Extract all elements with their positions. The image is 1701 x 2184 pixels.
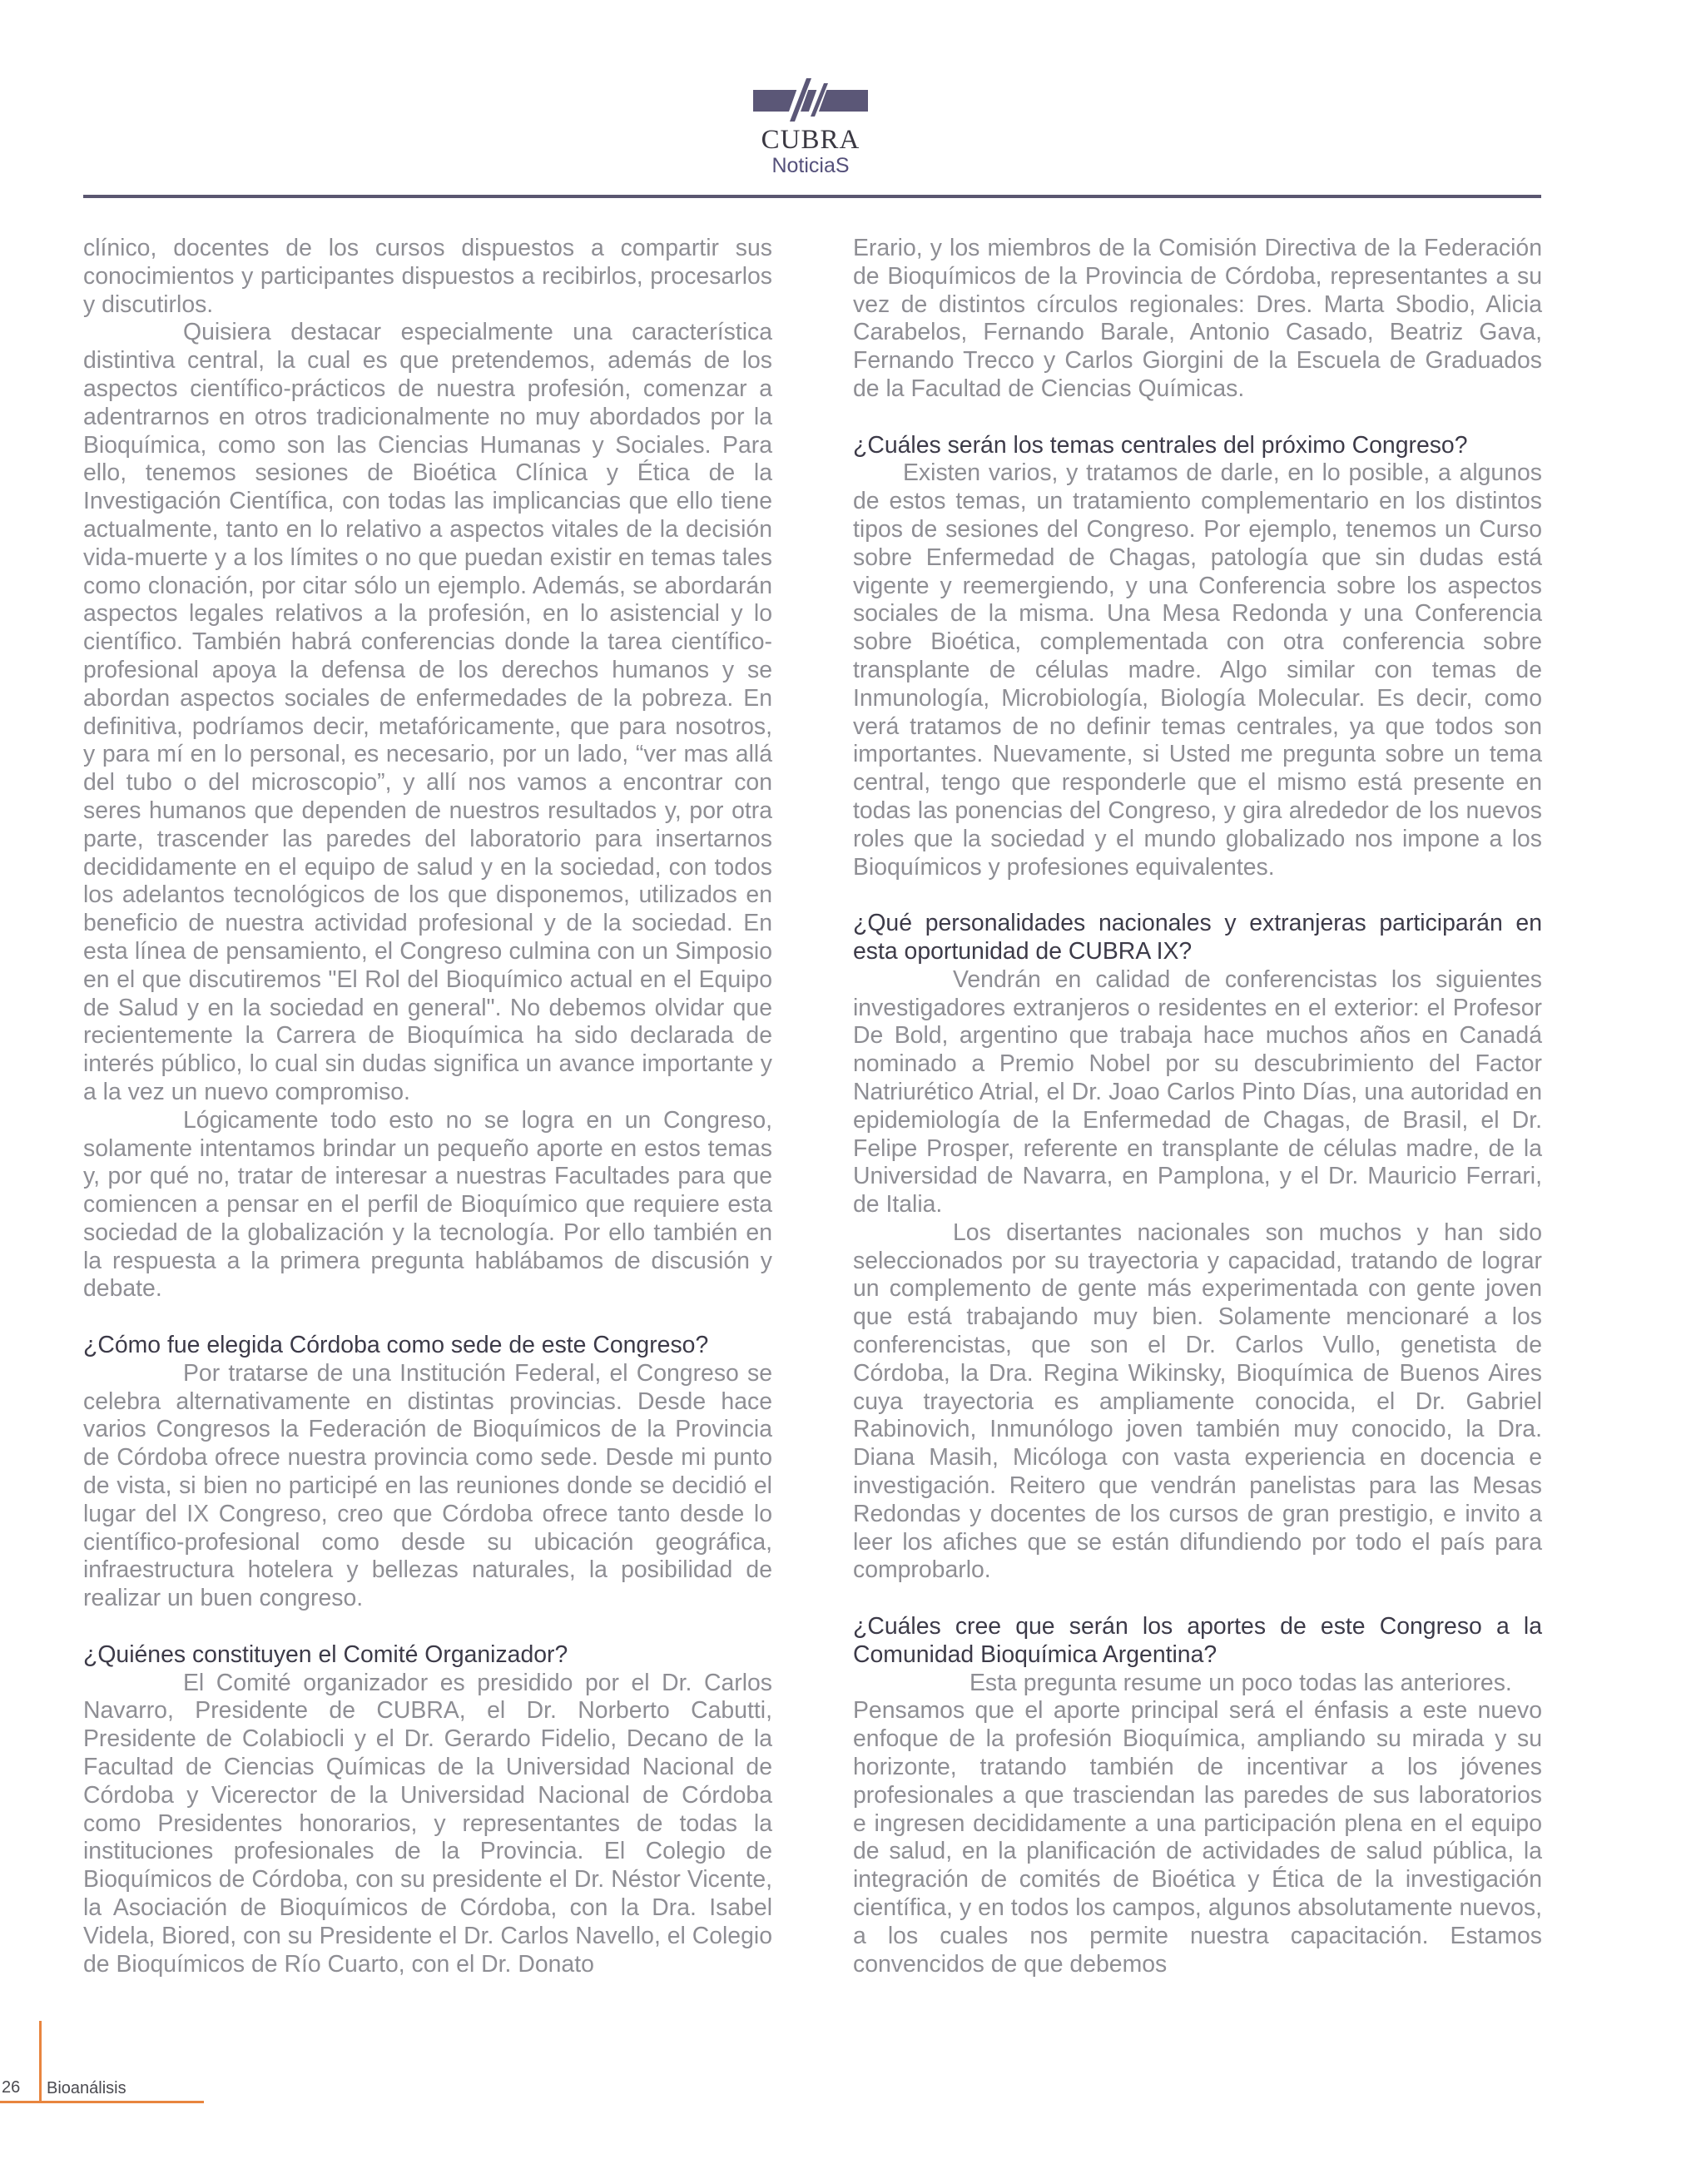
footer-accent-line [0,2101,204,2103]
question-heading: ¿Quiénes constituyen el Comité Organizador? [83,1640,568,1668]
answer-paragraph: Vendrán en calidad de conferencistas los siguientes investigadores extranjeros o residentes en el exterior: el Profesor De Bold, argentino que trabaja hace muchos años en Canadá nominado a Premio Nobel por su descubrimiento del Factor Natriurético Atrial, el Dr. Joao Carlos Pinto Días, una autoridad en epidemiología de la Enfermedad de Chagas, de Brasil, el Dr. Felipe Prosper, referente en transplante de células madre, de la Universidad de Navarra, en Pamplona, y el Dr. Mauricio Ferrari, de Italia. [853,965,1542,1219]
question-heading: ¿Cómo fue elegida Córdoba como sede de este Congreso? [83,1332,709,1359]
question-heading: ¿Cuáles serán los temas centrales del próximo Congreso? [853,431,1468,459]
footer-accent-line [39,2021,42,2102]
answer-paragraph: El Comité organizador es presidido por el Dr. Carlos Navarro, Presidente de CUBRA, el Dr. Norberto Cabutti, Presidente de Colabiocli y el Dr. Gerardo Fidelio, Decano de la Facultad de Ciencias Químicas de la Universidad Nacional de Córdoba y Vicerector de la Universidad Nacional de Córdoba como Presidentes honorarios, y representantes de todas la instituciones profesionales de la Provincia. El Colegio de Bioquímicos de Córdoba, con su presidente el Dr. Néstor Vicente, la Asociación de Bioquímicos de Córdoba, con la Dra. Isabel Videla, Biored, con su Presidente el Dr. Carlos Navello, el Colegio de Bioquímicos de Río Cuarto, con el Dr. Donato [83,1669,772,1978]
answer-paragraph: Existen varios, y tratamos de darle, en lo posible, a algunos de estos temas, un tratamiento complementario en los distintos tipos de sesiones del Congreso. Por ejemplo, tenemos un Curso sobre Enfermedad de Chagas, patología que sin dudas está vigente y reemergiendo, y una Conferencia sobre los aspectos sociales de la misma. Una Mesa Redonda y una Conferencia sobre Bioética, complementada con otra conferencia sobre transplante de células madre. Algo similar con temas de Inmunología, Microbiología, Biología Molecular. Es decir, como verá tratamos de no definir temas centrales, ya que todos son importantes. Nuevamente, si Usted me pregunta sobre un tema central, tengo que responderle que el mismo está presente en todas las ponencias del Congreso, y gira alrededor de los nuevos roles que la sociedad y el mundo globalizado nos impone a los Bioquímicos y profesiones equivalentes. [853,459,1542,881]
logo-subtitle: NoticiaS [771,154,850,177]
logo-title: CUBRA [761,125,860,155]
paragraph: Lógicamente todo esto no se logra en un Congreso, solamente intentamos brindar un pequeño aporte en estos temas y, por qué no, tratar de interesar a nuestras Facultades para que comiencen a pensar en el perfil de Bioquímico que requiere esta sociedad de la globalización y la tecnología. Por ello también en la respuesta a la primera pregunta hablábamos de discusión y debate. [83,1106,772,1303]
question-heading: ¿Cuáles cree que serán los aportes de este Congreso a la Comunidad Bioquímica Argentina? [853,1613,1542,1668]
cubra-logo-icon [753,75,868,125]
answer-paragraph: Esta pregunta resume un poco todas las anteriores. [970,1669,1512,1696]
page-number: 26 [2,2078,21,2097]
right-column [853,235,1542,1978]
answer-paragraph: Los disertantes nacionales son muchos y han sido seleccionados por su trayectoria y capacidad, tratando de lograr un complemento de gente más experimentada con gente joven que está trabajando muy bien. Solamente mencionaré a los conferencistas, que son el Dr. Carlos Vullo, genetista de Córdoba, la Dra. Regina Wikinsky, Bioquímica de Buenos Aires cuya trayectoria es ampliamente conocida, el Dr. Gabriel Rabinovich, Inmunólogo joven también muy conocido, la Dra. Diana Masih, Micóloga con vasta experiencia en docencia e investigación. Reitero que vendrán panelistas para las Mesas Redondas y docentes de los cursos de gran prestigio, e invito a leer los afiches que se están difundiendo por todo el país para comprobarlo. [853,1219,1542,1584]
left-column [83,235,772,1978]
question-heading: ¿Qué personalidades nacionales y extranjeras participarán en esta oportunidad de CUBRA IX? [853,910,1542,965]
header-divider [83,195,1541,198]
answer-paragraph: Por tratarse de una Institución Federal, el Congreso se celebra alternativamente en distintas provincias. Desde hace varios Congresos la Federación de Bioquímicos de la Provincia de Córdoba ofrece nuestra provincia como sede. Desde mi punto de vista, si bien no participé en las reuniones donde se decidió el lugar del IX Congreso, creo que Córdoba ofrece tanto desde lo científico-profesional como desde su ubicación geográfica, infraestructura hotelera y bellezas naturales, la posibilidad de realizar un buen congreso. [83,1359,772,1612]
answer-paragraph: Pensamos que el aporte principal será el énfasis a este nuevo enfoque de la profesión Bioquímica, ampliando su mirada y su horizonte, tratando también de incentivar a los jóvenes profesionales a que trasciendan las paredes de sus laboratorios e ingresen decididamente a una participación plena en el equipo de salud, en la planificación de actividades de salud pública, la integración de comités de Bioética y Ética de la investigación científica, y en todos los campos, algunos absolutamente nuevos, a los cuales nos permite nuestra capacitación. Estamos convencidos de que debemos [853,1697,1542,1978]
publication-name: Bioanálisis [47,2079,126,2097]
paragraph: Quisiera destacar especialmente una característica distintiva central, la cual es que pretendemos, además de los aspectos científico-prácticos de nuestra profesión, comenzar a adentrarnos en otros tradicionalmente no muy abordados por la Bioquímica, como son las Ciencias Humanas y Sociales. Para ello, tenemos sesiones de Bioética Clínica y Ética de la Investigación Científica, con todas las implicancias que ello tiene actualmente, tanto en lo relativo a aspectos vitales de la decisión vida-muerte y a los límites o no que puedan existir en temas tales como clonación, por citar sólo un ejemplo. Además, se abordarán aspectos legales relativos a la profesión, en lo asistencial y lo científico. También habrá conferencias donde la tarea científico-profesional apoya la defensa de los derechos humanos y se abordan aspectos sociales de enfermedades de la pobreza. En definitiva, podríamos decir, metafóricamente, que para nosotros, y para mí en lo personal, es necesario, por un lado, “ver mas allá del tubo o del microscopio”, y allí nos vamos a encontrar con seres humanos que dependen de nuestros resultados y, por otra parte, trascender las paredes del laboratorio para insertarnos decididamente en el equipo de salud y en la sociedad, con todos los adelantos tecnológicos de los que disponemos, utilizados en beneficio de nuestra actividad profesional y de la sociedad. En esta línea de pensamiento, el Congreso culmina con un Simposio en el que discutiremos "El Rol del Bioquímico actual en el Equipo de Salud y en la sociedad en general". No debemos olvidar que recientemente la Carrera de Bioquímica ha sido declarada de interés público, lo cual sin dudas significa un avance importante y a la vez un nuevo compromiso. [83,319,772,1105]
paragraph: Erario, y los miembros de la Comisión Directiva de la Federación de Bioquímicos de la Provincia de Córdoba, representantes a su vez de distintos círculos regionales: Dres. Marta Sbodio, Alicia Carabelos, Fernando Barale, Antonio Casado, Beatriz Gava, Fernando Trecco y Carlos Giorgini de la Escuela de Graduados de la Facultad de Ciencias Químicas. [853,235,1542,402]
paragraph: clínico, docentes de los cursos dispuestos a compartir sus conocimientos y participantes dispuestos a recibirlos, procesarlos y discutirlos. [83,235,772,318]
